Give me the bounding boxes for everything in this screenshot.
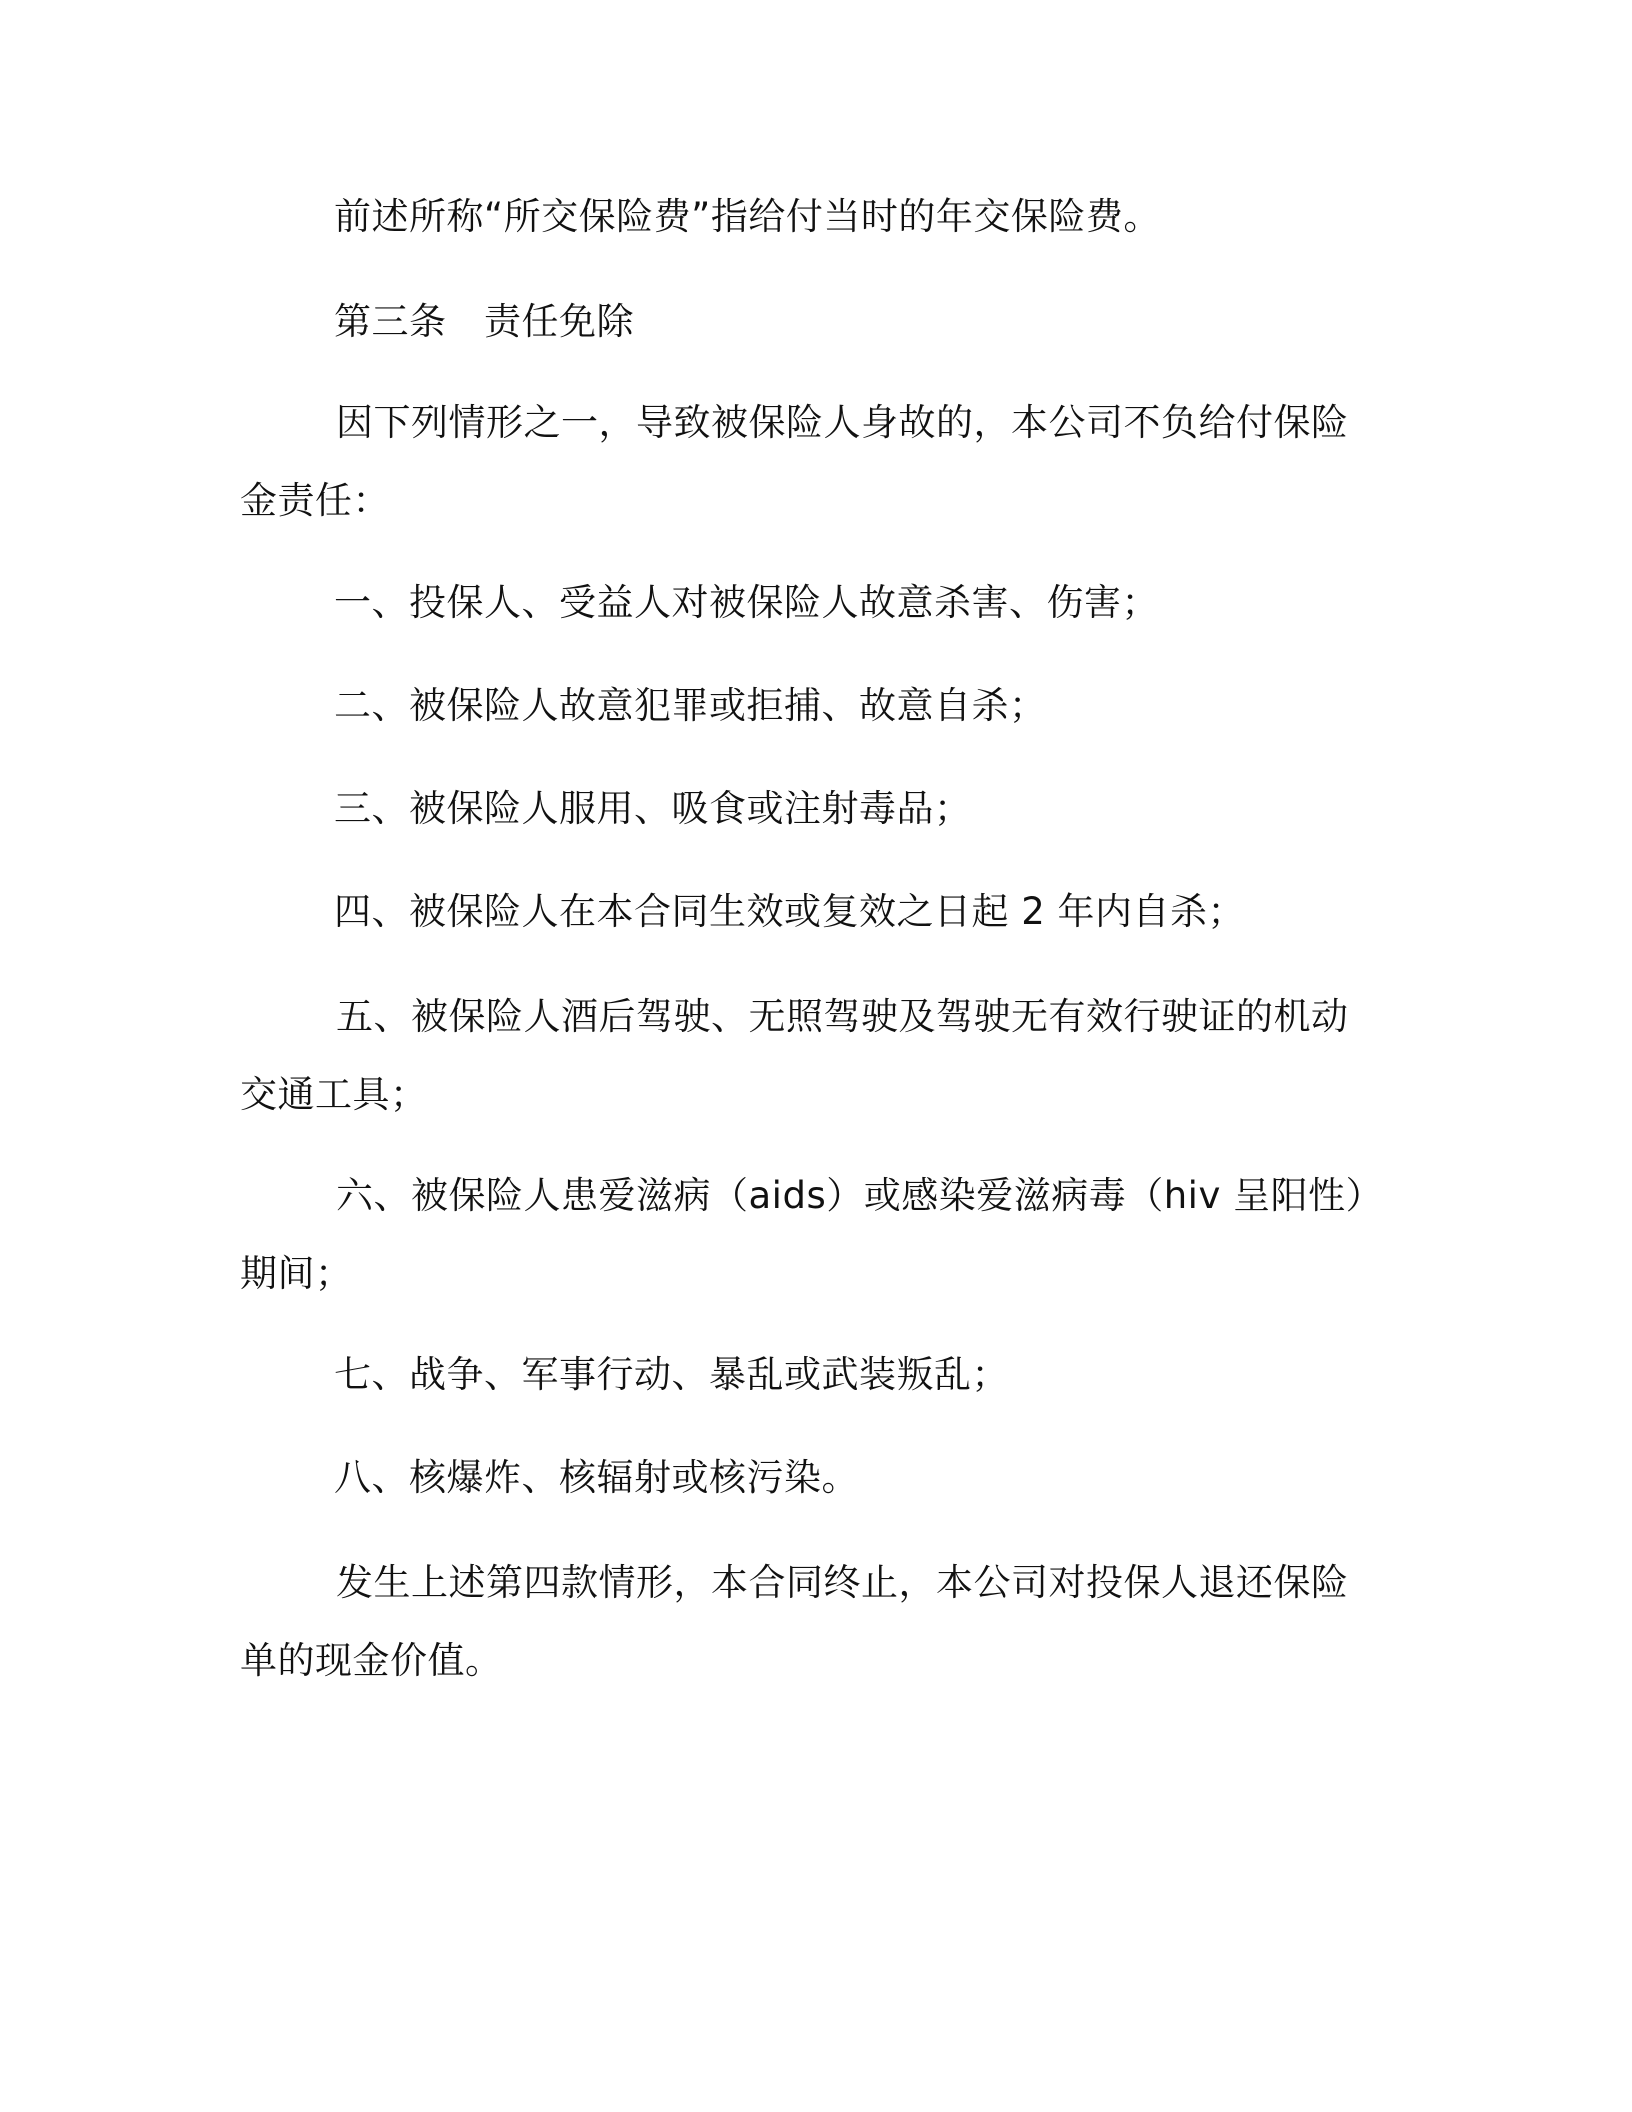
exclusion-item-4: 四、被保险人在本合同生效或复效之日起 2 年内自杀； xyxy=(334,890,1246,933)
paragraph-premium-definition: 前述所称“所交保险费”指给付当时的年交保险费。 xyxy=(334,195,1161,238)
exclusion-item-6: 六、被保险人患爱滋病（aids）或感染爱滋病毒（hiv 呈阳性）期间； xyxy=(240,1174,1365,1295)
exclusion-item-1: 一、投保人、受益人对被保险人故意杀害、伤害； xyxy=(334,581,1159,624)
exclusion-item-7: 七、战争、军事行动、暴乱或武装叛乱； xyxy=(334,1353,1009,1396)
exclusion-item-5: 五、被保险人酒后驾驶、无照驾驶及驾驶无有效行驶证的机动交通工具； xyxy=(240,995,1349,1116)
paragraph-termination: 发生上述第四款情形，本合同终止，本公司对投保人退还保险单的现金价值。 xyxy=(240,1561,1349,1682)
paragraph-exclusion-intro: 因下列情形之一，导致被保险人身故的，本公司不负给付保险金责任： xyxy=(240,401,1349,522)
article-heading: 第三条 责任免除 xyxy=(334,300,634,343)
exclusion-item-3: 三、被保险人服用、吸食或注射毒品； xyxy=(334,787,972,830)
exclusion-item-2: 二、被保险人故意犯罪或拒捕、故意自杀； xyxy=(334,684,1047,727)
exclusion-item-8: 八、核爆炸、核辐射或核污染。 xyxy=(334,1456,859,1499)
